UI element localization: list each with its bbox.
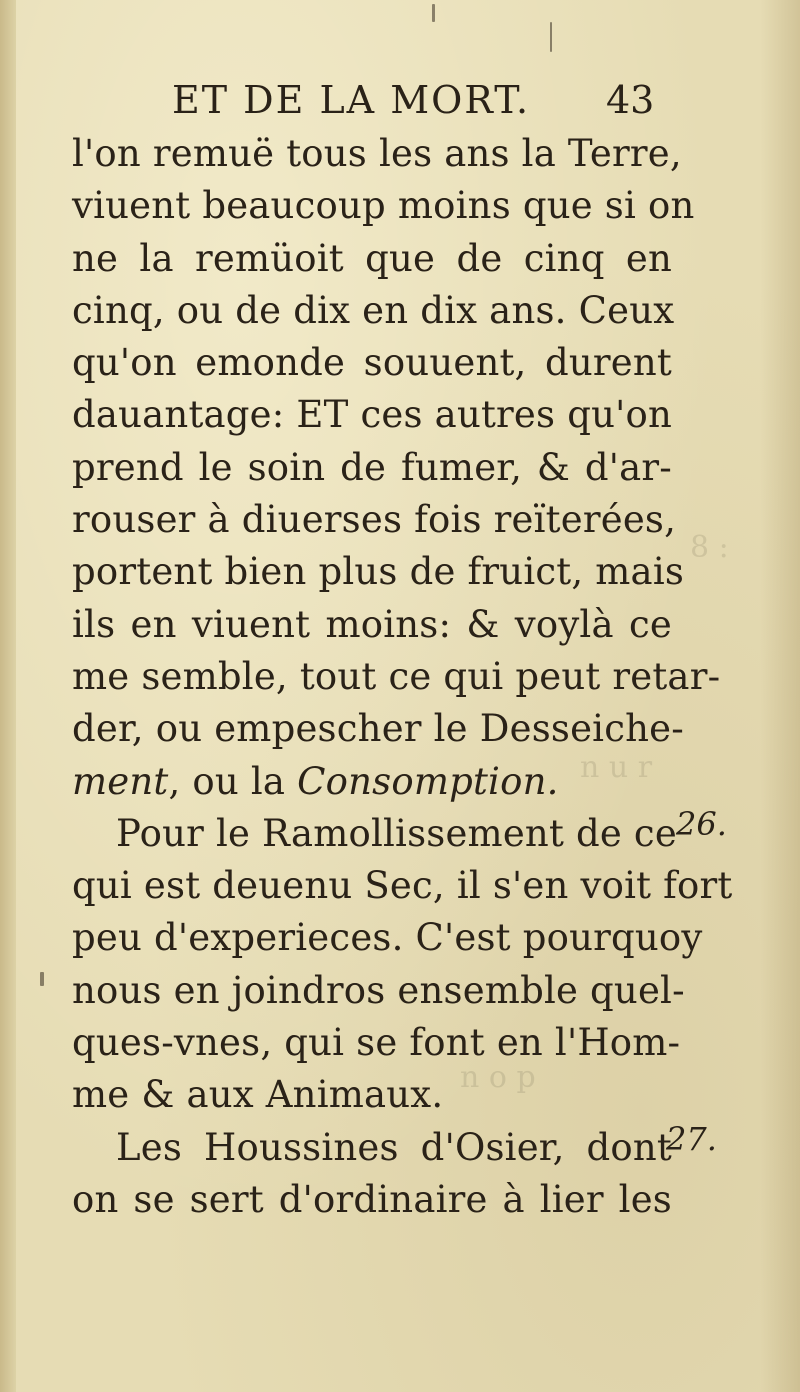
text-line: portent bien plus de fruict, mais bbox=[72, 550, 685, 594]
margin-note-number: 27. bbox=[666, 1120, 717, 1158]
paragraph-first-line: Les Houssines d'Osier, dont bbox=[116, 1125, 672, 1169]
text-line: viuent beaucoup moins que si on bbox=[72, 184, 695, 228]
ink-speck bbox=[550, 22, 552, 52]
show-through-mark: n u r bbox=[580, 750, 653, 785]
text-line: nous en joindros ensemble quel- bbox=[72, 968, 685, 1012]
italic-word: ment bbox=[72, 759, 169, 803]
text-line: peu d'experieces. C'est pourquoy bbox=[72, 916, 703, 960]
ink-speck bbox=[432, 4, 435, 22]
page-number: 43 bbox=[606, 78, 655, 122]
text-line: qu'on emonde souuent, durent bbox=[72, 341, 672, 385]
text-line: qui est deuenu Sec, il s'en voit fort bbox=[72, 864, 733, 908]
text-line: on se sert d'ordinaire à lier les bbox=[72, 1177, 672, 1221]
text-line: me & aux Animaux. bbox=[72, 1073, 444, 1117]
paragraph-first-line: Pour le Ramollissement de ce bbox=[116, 811, 677, 855]
text-line: der, ou empescher le Desseiche- bbox=[72, 707, 684, 751]
text-line: prend le soin de fumer, & d'ar- bbox=[72, 445, 672, 489]
text-line: ils en viuent moins: & voylà ce bbox=[72, 602, 672, 646]
text-line: ne la remüoit que de cinq en bbox=[72, 236, 672, 280]
text-line: me semble, tout ce qui peut retar- bbox=[72, 654, 721, 698]
show-through-mark: n o p bbox=[460, 1060, 536, 1095]
text-line: rouser à diuerses fois reïterées, bbox=[72, 498, 677, 542]
show-through-mark: 8 : bbox=[690, 530, 729, 565]
text-line bbox=[72, 756, 672, 808]
text-line: cinq, ou de dix en dix ans. Ceux bbox=[72, 288, 675, 332]
text-line: dauantage: ET ces autres qu'on bbox=[72, 393, 672, 437]
margin-note-number: 26. bbox=[676, 805, 727, 843]
text-line: ques-vnes, qui se font en l'Hom- bbox=[72, 1021, 681, 1065]
ink-speck bbox=[40, 972, 44, 986]
running-title: ET DE LA MORT. bbox=[172, 78, 531, 122]
text-line: l'on remuë tous les ans la Terre, bbox=[72, 132, 682, 175]
italic-word: Consomption. bbox=[297, 759, 559, 803]
text-run: , ou la bbox=[168, 759, 298, 803]
page-edge-shadow bbox=[760, 0, 800, 1392]
page-gutter-shadow bbox=[0, 0, 16, 1392]
